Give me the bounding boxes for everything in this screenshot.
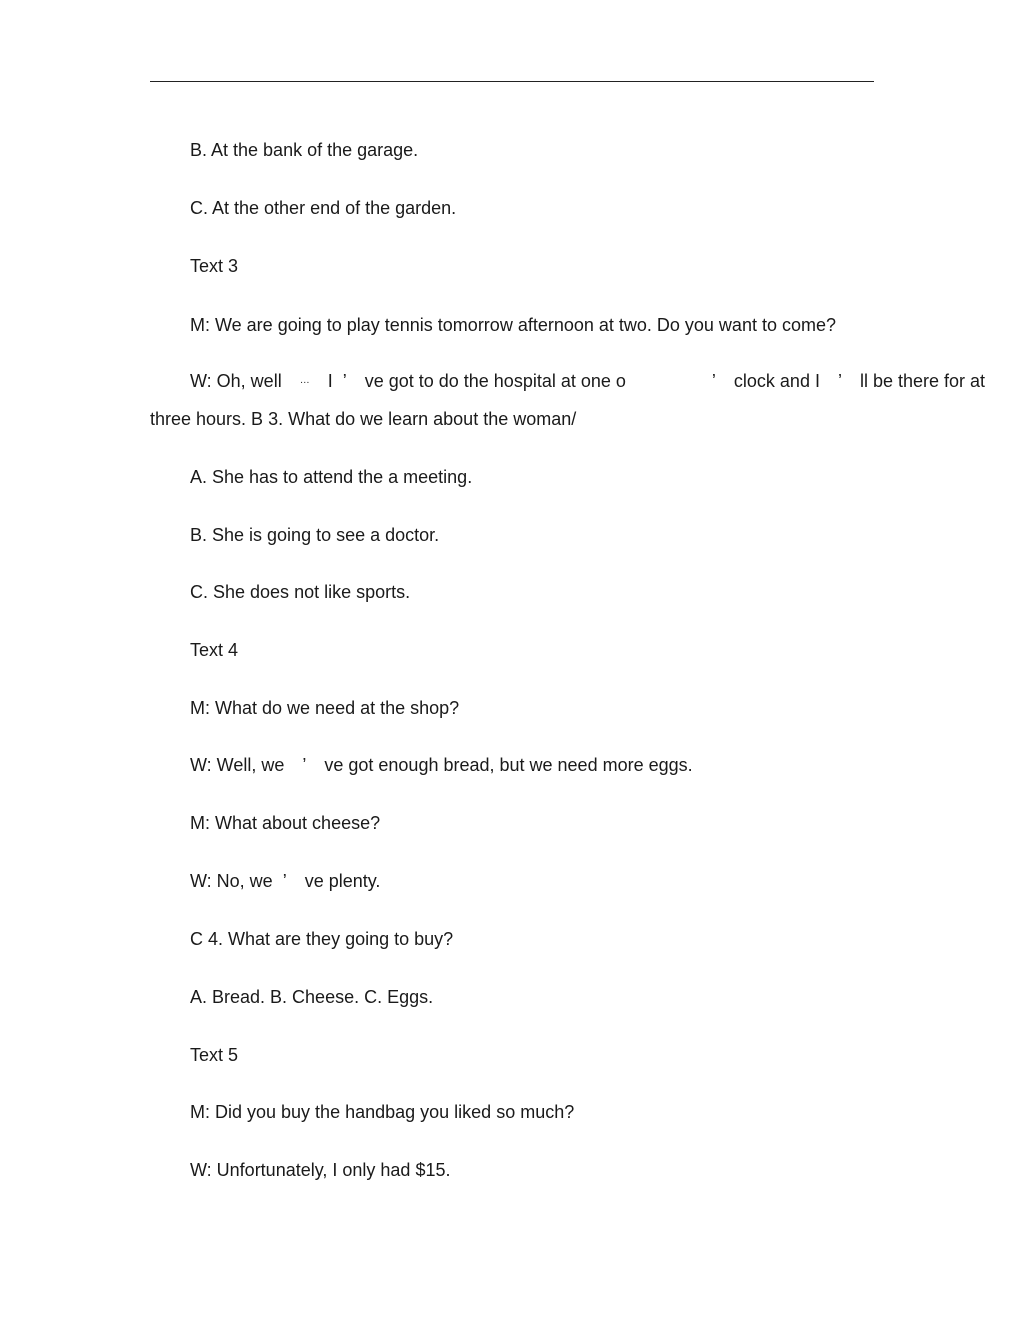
text-span: ’ (282, 871, 287, 891)
dialogue-line (190, 870, 380, 892)
header-rule (150, 81, 874, 82)
option-line: A. Bread. B. Cheese. C. Eggs. (190, 987, 434, 1007)
dialogue-line: M: What do we need at the shop? (190, 698, 460, 718)
text-span: ’ (711, 371, 716, 391)
section-heading: Text 4 (190, 640, 239, 660)
text-span: W: Well, we (190, 755, 285, 775)
dialogue-line: W: Unfortunately, I only had $15. (190, 1160, 451, 1180)
text-span: … (299, 375, 310, 386)
dialogue-line: M: We are going to play tennis tomorrow afternoon at two. Do you want to come? (190, 315, 836, 335)
text-span: W: No, we (190, 871, 273, 891)
dialogue-line: M: What about cheese? (190, 813, 381, 833)
text-span: clock and I (733, 371, 820, 391)
option-line: B. She is going to see a doctor. (190, 525, 440, 545)
text-span: ve got to do the hospital at one o (364, 371, 626, 391)
text-span: ’ (837, 371, 842, 391)
text-span: W: Oh, well (190, 371, 282, 391)
text-span: ve plenty. (304, 871, 381, 891)
dialogue-line (190, 754, 693, 776)
option-line: A. She has to attend the a meeting. (190, 467, 473, 487)
text-span: ’ (342, 371, 347, 391)
question-line: C 4. What are they going to buy? (190, 929, 454, 949)
dialogue-line: M: Did you buy the handbag you liked so much? (190, 1102, 575, 1122)
section-heading: Text 3 (190, 256, 239, 276)
question-line: three hours. B 3. What do we learn about the woman/ (150, 409, 577, 429)
text-span: I (327, 371, 333, 391)
text-span: ve got enough bread, but we need more eggs. (324, 755, 693, 775)
option-line: B. At the bank of the garage. (190, 140, 419, 160)
text-span: ’ (302, 755, 307, 775)
section-heading: Text 5 (190, 1045, 239, 1065)
dialogue-line (190, 370, 985, 392)
option-line: C. She does not like sports. (190, 582, 411, 602)
option-line: C. At the other end of the garden. (190, 198, 457, 218)
text-span: ll be there for at (859, 371, 986, 391)
